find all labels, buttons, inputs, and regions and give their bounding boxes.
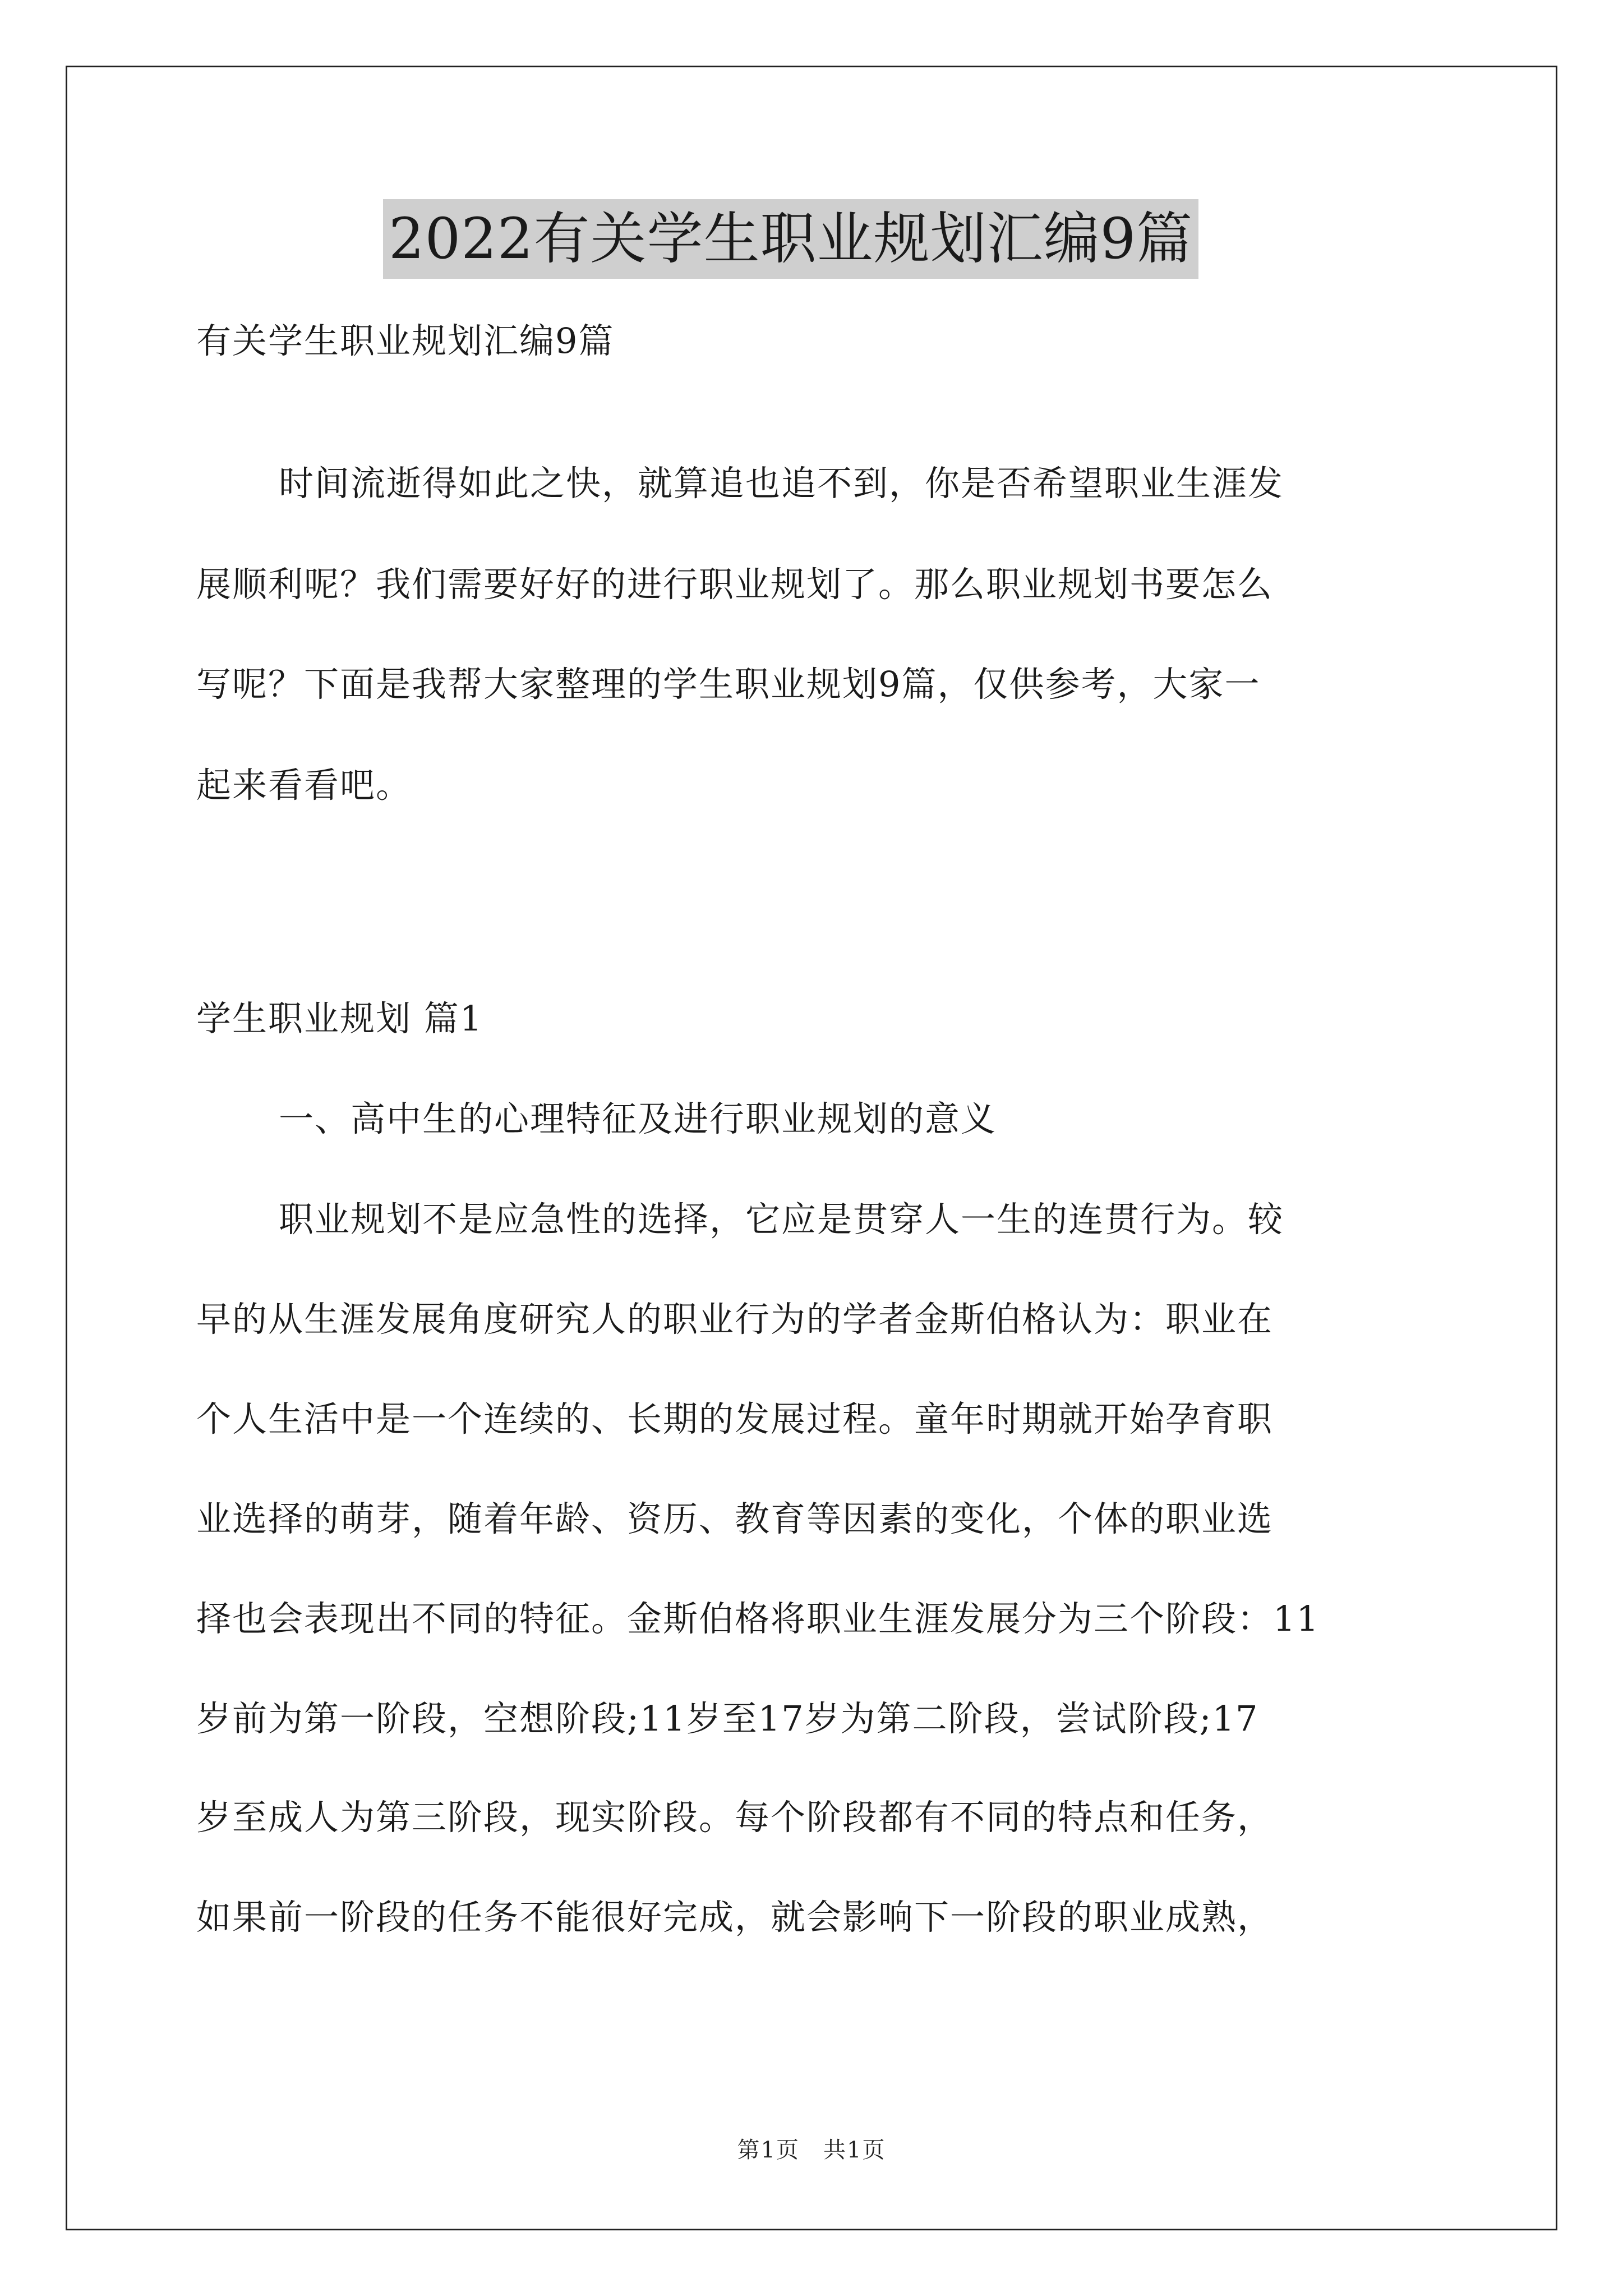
body-line: 业选择的萌芽，随着年龄、资历、教育等因素的变化，个体的职业选: [196, 1498, 1274, 1539]
intro-line: 写呢？下面是我帮大家整理的学生职业规划9篇，仅供参考，大家一: [196, 664, 1261, 705]
document-subtitle: 有关学生职业规划汇编9篇: [196, 320, 615, 361]
document-title: 2022有关学生职业规划汇编9篇: [383, 199, 1198, 279]
body-line: 职业规划不是应急性的选择，它应是贯穿人一生的连贯行为。较: [279, 1199, 1284, 1240]
body-line: 早的从生涯发展角度研究人的职业行为的学者金斯伯格认为：职业在: [196, 1299, 1274, 1340]
intro-line: 展顺利呢？我们需要好好的进行职业规划了。那么职业规划书要怎么: [196, 564, 1274, 605]
intro-line: 起来看看吧。: [196, 765, 412, 806]
body-line: 岁前为第一阶段，空想阶段;11岁至17岁为第二阶段，尝试阶段;17: [196, 1698, 1259, 1739]
intro-line: 时间流逝得如此之快，就算追也追不到，你是否希望职业生涯发: [279, 463, 1284, 504]
body-line: 岁至成人为第三阶段，现实阶段。每个阶段都有不同的特点和任务，: [196, 1797, 1274, 1838]
section-heading: 学生职业规划 篇1: [196, 998, 483, 1039]
page-number: 第1页 共1页: [737, 2137, 886, 2163]
subheading: 一、高中生的心理特征及进行职业规划的意义: [279, 1098, 997, 1139]
body-line: 如果前一阶段的任务不能很好完成，就会影响下一阶段的职业成熟，: [196, 1897, 1274, 1938]
body-line: 择也会表现出不同的特征。金斯伯格将职业生涯发展分为三个阶段：11: [196, 1598, 1320, 1639]
body-line: 个人生活中是一个连续的、长期的发展过程。童年时期就开始孕育职: [196, 1398, 1274, 1439]
